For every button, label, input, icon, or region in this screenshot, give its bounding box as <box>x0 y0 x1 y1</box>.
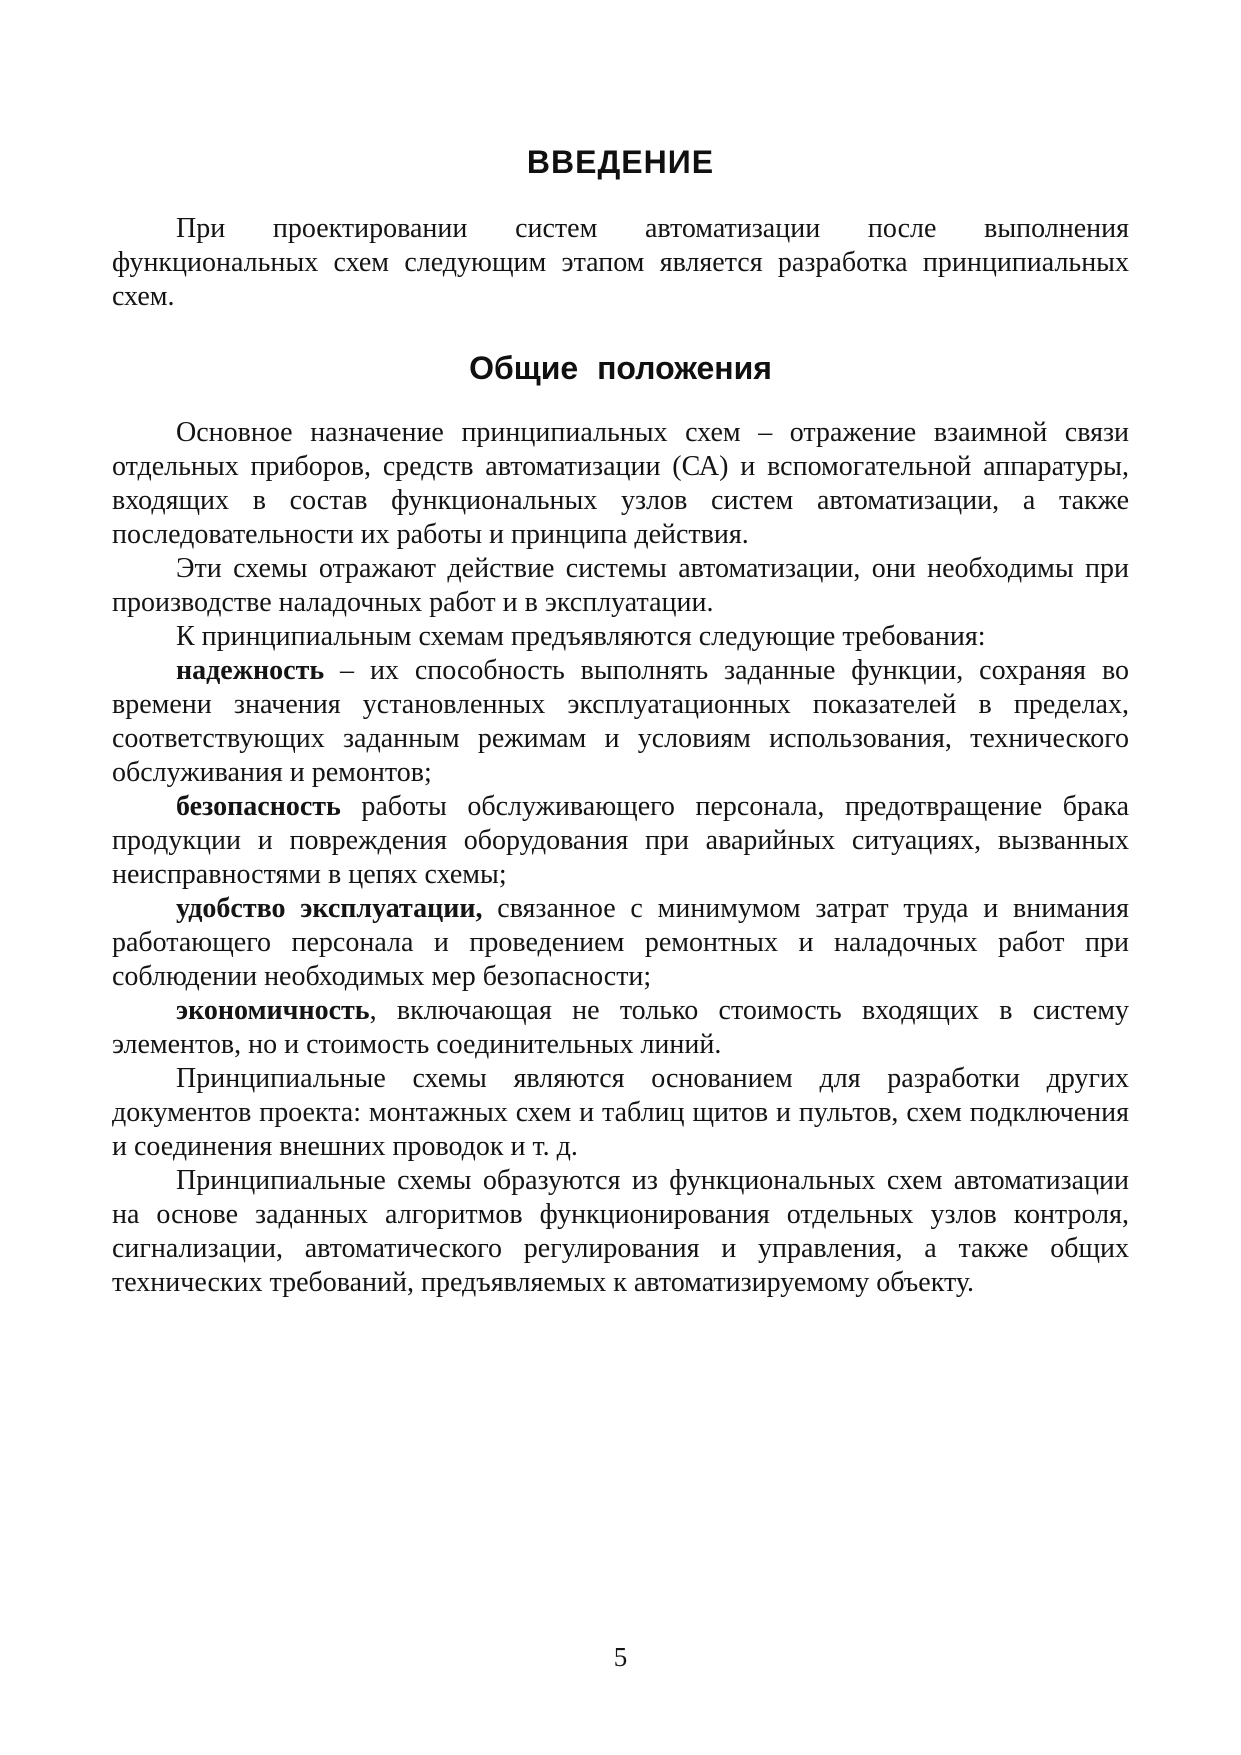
paragraph <box>112 994 1129 1062</box>
section-heading: Общие положения <box>469 350 772 386</box>
paragraph <box>112 1062 1129 1164</box>
paragraph <box>112 1164 1129 1300</box>
intro-paragraph: При проектировании систем автоматизации после выполнения функциональных схем следующим этапом является разработка принципиальных схем. <box>112 213 1129 312</box>
paragraph-text: связанное с минимумом затрат труда и внимания работающего персонала и проведением ремонтных и наладочных работ при соблюдении необходимых мер безопасности; <box>112 893 1130 992</box>
paragraph <box>112 416 1129 552</box>
paragraph-text: Основное назначение принципиальных схем – отражение взаимной связи отдельных приборов, средств автоматизации (СА) и вспомогательной аппаратуры, входящих в состав функциональных узлов систем автоматизации, а также последовательности их работы и принципа действия. <box>112 417 1129 550</box>
paragraph-lead: удобство эксплуатации, <box>176 893 483 924</box>
paragraph-lead: безопасность <box>176 791 341 822</box>
paragraph-text: – их способность выполнять заданные функции, сохраняя во времени значения установленных эксплуатационных показателей в пределах, соответствующих заданным режимам и условиям использования, технического обслуживания и ремонтов; <box>112 655 1129 788</box>
paragraph <box>112 654 1129 790</box>
page-number: 5 <box>613 1642 628 1672</box>
paragraph-text: К принципиальным схемам предъявляются следующие требования: <box>176 621 986 652</box>
paragraph-text: Принципиальные схемы являются основанием для разработки других документов проекта: монтажных схем и таблиц щитов и пультов, схем подключения и соединения внешних проводок и т. д. <box>112 1063 1129 1162</box>
page-title: ВВЕДЕНИЕ <box>526 144 715 180</box>
paragraph-text: Принципиальные схемы образуются из функциональных схем автоматизации на основе заданных алгоритмов функционирования отдельных узлов контроля, сигнализации, автоматического регулирования и управления, а также общих технических требований, предъявляемых к автоматизируемому объекту. <box>112 1165 1129 1298</box>
paragraph <box>112 552 1129 620</box>
paragraph <box>112 620 1129 654</box>
paragraph-lead: экономичность <box>176 995 370 1026</box>
paragraph <box>112 790 1129 892</box>
paragraph-text: , включающая не только стоимость входящих в систему элементов, но и стоимость соединительных линий. <box>112 995 1129 1060</box>
paragraph-text: Эти схемы отражают действие системы автоматизации, они необходимы при производстве наладочных работ и в эксплуатации. <box>112 553 1129 618</box>
paragraph <box>112 892 1129 994</box>
paragraph-text: работы обслуживающего персонала, предотвращение брака продукции и повреждения оборудования при аварийных ситуациях, вызванных неисправностями в цепях схемы; <box>112 791 1129 890</box>
paragraph-lead: надежность <box>176 655 325 686</box>
